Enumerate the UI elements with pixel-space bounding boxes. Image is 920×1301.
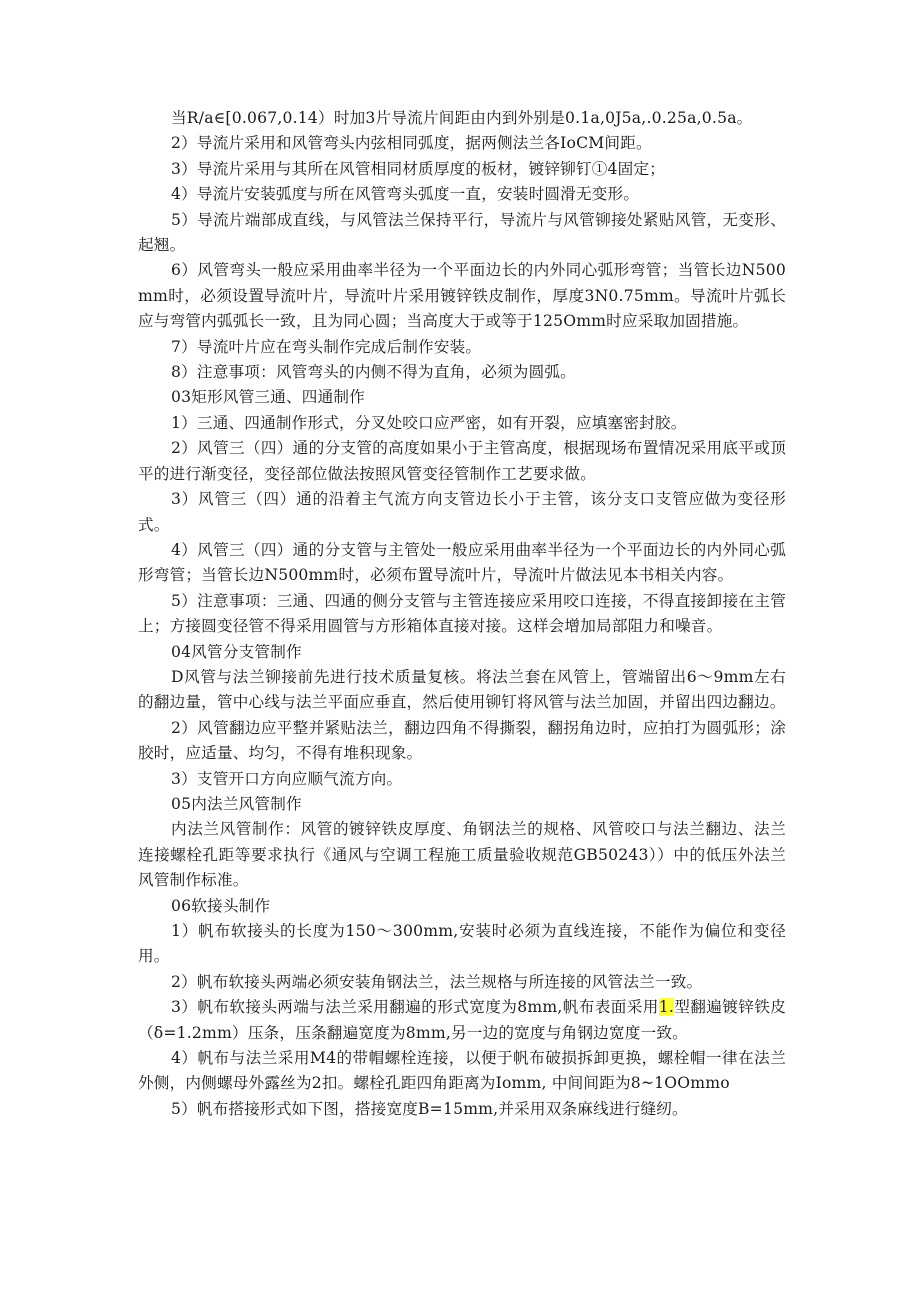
section-heading-04: 04风管分支管制作 [171, 642, 302, 661]
paragraph-inner-flange: 内法兰风管制作：风管的镀锌铁皮厚度、角钢法兰的规格、风管咬口与法兰翻边、法兰连接螺栓孔距等要求执行《通风与空调工程施工质量验收规范GB50243））中的低压外法兰风管制作标准。 [138, 820, 786, 890]
paragraph-soft-joint-fold [138, 995, 786, 1046]
paragraph-branch-flanging: 2）风管翻边应平整并紧贴法兰，翻边四角不得撕裂，翻拐角边时，应拍打为圆弧形；涂胶时，应适量、均匀，不得有堆积现象。 [138, 718, 786, 763]
paragraph-soft-joint-bolts: 4）帆布与法兰采用M4的带帽螺栓连接，以便于帆布破损拆卸更换，螺栓帽一律在法兰外侧，内侧螺母外露丝为2扣。螺栓孔距四角距离为Iomm, 中间间距为8~1OOmmo [138, 1049, 786, 1093]
section-heading-03: 03矩形风管三通、四通制作 [171, 388, 365, 407]
paragraph-vane-material: 3）导流片采用与其所在风管相同材质厚度的板材，镀锌铆钉①4固定； [171, 159, 666, 178]
paragraph-branch-opening: 3）支管开口方向应顺气流方向。 [171, 769, 403, 788]
paragraph-tee-branch-size: 3）风管三（四）通的沿着主气流方向支管边长小于主管，该分支口支管应做为变径形式。 [138, 490, 786, 534]
paragraph-vane-install-arc: 4）导流片安装弧度与所在风管弯头弧度一直，安装时圆滑无变形。 [171, 185, 640, 204]
paragraph-soft-joint-overlap: 5）帆布搭接形式如下图，搭接宽度B=15mm,并采用双条麻线进行缝纫。 [171, 1099, 688, 1118]
paragraph-tee-notes: 5）注意事项：三通、四通的侧分支管与主管连接应采用咬口连接，不得直接卸接在主管上；方接圆变径管不得采用圆管与方形箱体直接对接。这样会增加局部阻力和噪音。 [138, 591, 786, 636]
paragraph-elbow-radius: 6）风管弯头一般应采用曲率半径为一个平面边长的内外同心弧形弯管；当管长边N500mm时，必须设置导流叶片，导流叶片采用镀锌铁皮制作，厚度3N0.75mm。导流叶片弧长应与弯管内弧弧长一致，且为同心圆；当高度大于或等于125Omm时应采取加固措施。 [138, 261, 786, 331]
paragraph-guide-vane-spacing: 当R/a∈[0.067,0.14）时加3片导流片间距由内到外别是0.1a,0J5a,.0.25a,0.5a。 [171, 109, 753, 127]
document-body [138, 106, 786, 1122]
paragraph-tee-branch-radius: 4）风管三（四）通的分支管与主管处一般应采用曲率半径为一个平面边长的内外同心弧形弯管；当管长边N500mm时，必须布置导流叶片，导流叶片做法见本书相关内容。 [138, 540, 786, 585]
highlighted-text: 1. [658, 998, 675, 1017]
paragraph-soft-joint-flange: 2）帆布软接头两端必须安装角钢法兰，法兰规格与所连接的风管法兰一致。 [171, 972, 703, 991]
paragraph-text-before-highlight: 3）帆布软接头两端与法兰采用翻遍的形式宽度为8mm,帆布表面采用 [171, 998, 659, 1017]
section-heading-05: 05内法兰风管制作 [171, 794, 302, 813]
paragraph-soft-joint-length: 1）帆布软接头的长度为150～300mm,安装时必须为直线连接，不能作为偏位和变径用。 [138, 922, 786, 966]
paragraph-tee-branch-height: 2）风管三（四）通的分支管的高度如果小于主管高度，根据现场布置情况采用底平或顶平的进行渐变径，变径部位做法按照风管变径管制作工艺要求做。 [138, 439, 786, 483]
paragraph-vane-ends: 5）导流片端部成直线，与风管法兰保持平行，导流片与风管铆接处紧贴风管，无变形、起翘。 [138, 210, 786, 255]
paragraph-vane-timing: 7）导流叶片应在弯头制作完成后制作安装。 [171, 337, 482, 356]
paragraph-vane-arc: 2）导流片采用和风管弯头内弦相同弧度，据两侧法兰各IoCM间距。 [171, 134, 652, 153]
section-heading-06: 06软接头制作 [171, 896, 271, 915]
paragraph-elbow-notes: 8）注意事项：风管弯头的内侧不得为直角，必须为圆弧。 [171, 363, 576, 382]
paragraph-text-after-highlight: 型翻遍镀锌铁皮（δ=1.2mm）压条，压条翻遍宽度为8mm,另一边的宽度与角钢边宽度一致。 [138, 998, 787, 1042]
paragraph-tee-form: 1）三通、四通制作形式，分叉处咬口应严密，如有开裂，应填塞密封胶。 [171, 413, 687, 432]
paragraph-branch-flange: D风管与法兰铆接前先进行技术质量复核。将法兰套在风管上，管端留出6～9mm左右的翻边量，管中心线与法兰平面应垂直，然后使用铆钉将风管与法兰加固，并留出四边翻边。 [138, 667, 786, 712]
